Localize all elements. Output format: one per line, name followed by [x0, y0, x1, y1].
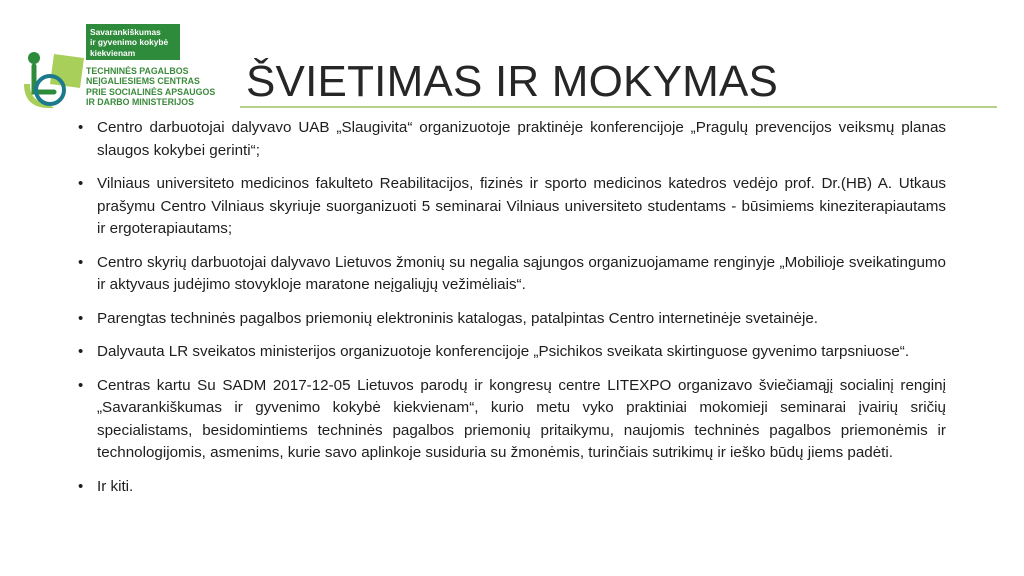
bullet-item: • Centras kartu Su SADM 2017-12-05 Lietuvos parodų ir kongresų centre LITEXPO organizavo šviečiamąjį socialinį renginį „Savarankiškumas ir gyvenimo kokybė kiekvienam“, kurio metu vyko praktiniai mokomieji seminarai įvairių sričių specialistams, besidomintiems techninės pagalbos priemonių pritaikymu, naujomis techninės pagalbos priemonėmis ir technologijomis, asmenims, kurie savo aplinkoje susiduria su žmonėmis, turinčiais sutrikimų ir ieško būdų jiems padėti. [78, 375, 946, 465]
logo-badge: Savarankiškumas ir gyvenimo kokybė kiekvienam [86, 24, 180, 60]
bullet-item: • Vilniaus universiteto medicinos fakulteto Reabilitacijos, fizinės ir sporto medicinos katedros vedėjo prof. Dr.(HB) A. Utkaus prašymu Centro Vilniaus skyriuje suorganizuoti 5 seminarai Vilniaus universiteto studentams - būsimiems kineziterapiautams ir ergoterapiautams; [78, 173, 946, 241]
bullet-item: • Centro darbuotojai dalyvavo UAB „Slaugivita“ organizuotoje praktinėje konferencijoje „Pragulų prevencijos veiksmų planas slaugos kokybei gerinti“; [78, 117, 946, 162]
bullet-item: • Ir kiti. [78, 476, 946, 499]
bullet-item: • Parengtas techninės pagalbos priemonių elektroninis katalogas, patalpintas Centro internetinėje svetainėje. [78, 308, 946, 331]
slide-title: ŠVIETIMAS IR MOKYMAS [246, 57, 779, 106]
title-underline [240, 106, 997, 108]
organization-name: TECHNINĖS PAGALBOS NEĮGALIESIEMS CENTRAS PRIE SOCIALINĖS APSAUGOS IR DARBO MINISTERIJOS [86, 66, 216, 108]
bullet-list [78, 117, 946, 509]
bullet-item: • Dalyvauta LR sveikatos ministerijos organizuotoje konferencijoje „Psichikos sveikata skirtinguose gyvenimo tarpsniuose“. [78, 341, 946, 364]
wheelchair-person-icon [20, 48, 86, 112]
bullet-item: • Centro skyrių darbuotojai dalyvavo Lietuvos žmonių su negalia sąjungos organizuojamame renginyje „Mobilioje sveikatingumo ir aktyvaus judėjimo stovykloje maratone neįgaliųjų vežimėliais“. [78, 252, 946, 297]
